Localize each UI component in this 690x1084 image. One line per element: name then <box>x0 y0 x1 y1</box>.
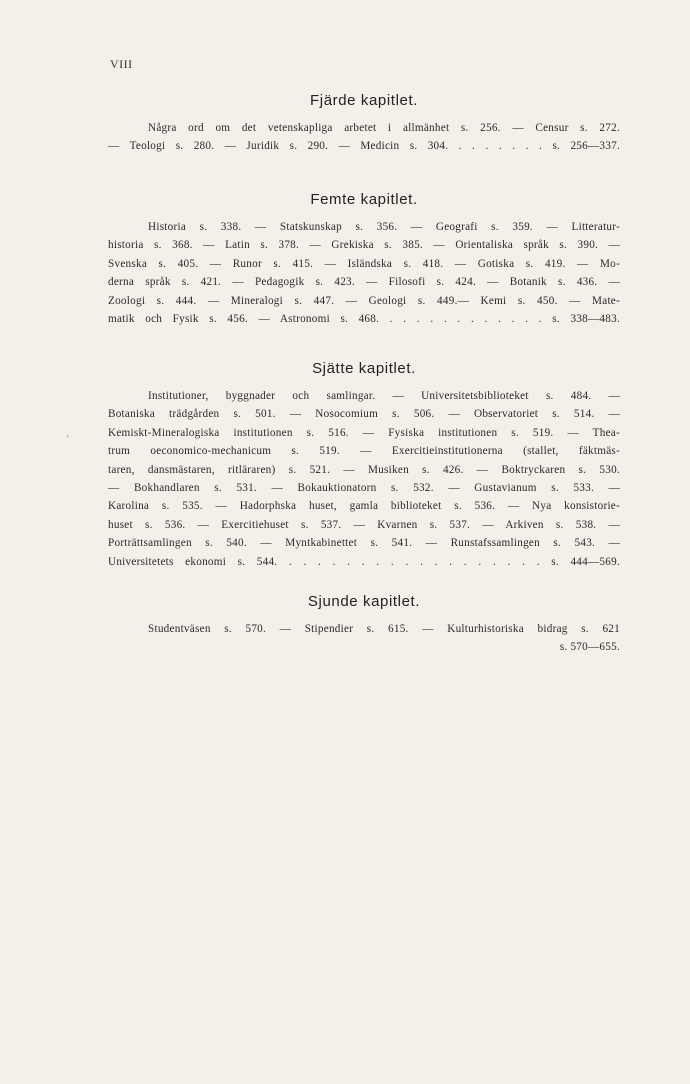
toc-line: matik och Fysik s. 456. — Astronomi s. 468. . . . . . . . . . . . . s. 338—483. <box>108 313 620 326</box>
toc-line: Historia s. 338. — Statskunskap s. 356. — Geografi s. 359. — Litteratur- <box>148 221 620 233</box>
toc-line: Zoologi s. 444. — Mineralogi s. 447. — Geologi s. 449.— Kemi s. 450. — Mate- <box>108 294 620 307</box>
chapter-title: Fjärde kapitlet. <box>310 92 418 109</box>
toc-line: s. 570—655. <box>559 641 620 654</box>
toc-line: Kemiskt-Mineralogiska institutionen s. 516. — Fysiska institutionen s. 519. — Thea- <box>108 426 620 439</box>
chapter-four <box>108 92 620 156</box>
toc-line: historia s. 368. — Latin s. 378. — Grekiska s. 385. — Orientaliska språk s. 390. — <box>108 239 620 252</box>
chapter-six <box>108 360 620 571</box>
toc-line: Några ord om det vetenskapliga arbetet i allmänhet s. 256. — Censur s. 272. <box>148 122 620 134</box>
toc-line: taren, dansmästaren, ritläraren) s. 521. — Musiken s. 426. — Boktryckaren s. 530. <box>108 463 620 476</box>
page-number: VIII <box>110 57 133 71</box>
toc-line: Botaniska trädgården s. 501. — Nosocomium s. 506. — Observatoriet s. 514. — <box>108 408 620 421</box>
toc-line: Studentväsen s. 570. — Stipendier s. 615. — Kulturhistoriska bidrag s. 621 <box>148 623 620 635</box>
toc-line: Karolina s. 535. — Hadorphska huset, gamla biblioteket s. 536. — Nya konsistorie- <box>108 500 620 513</box>
toc-line: huset s. 536. — Exercitiehuset s. 537. — Kvarnen s. 537. — Arkiven s. 538. — <box>108 518 620 531</box>
chapter-seven <box>108 593 620 657</box>
toc-line: derna språk s. 421. — Pedagogik s. 423. — Filosofi s. 424. — Botanik s. 436. — <box>108 276 620 289</box>
chapter-five <box>108 191 620 328</box>
toc-line: — Teologi s. 280. — Juridik s. 290. — Medicin s. 304. . . . . . . . s. 256—337. <box>108 140 620 153</box>
chapter-title: Sjätte kapitlet. <box>312 360 416 377</box>
chapter-title: Sjunde kapitlet. <box>307 593 421 610</box>
toc-line: Universitetets ekonomi s. 544. . . . . . . . . . . . . . . . . . . s. 444—569. <box>108 555 620 568</box>
toc-line: Porträttsamlingen s. 540. — Myntkabinettet s. 541. — Runstafssamlingen s. 543. — <box>108 537 620 550</box>
toc-line: — Bokhandlaren s. 531. — Bokauktionatorn s. 532. — Gustavianum s. 533. — <box>108 482 620 495</box>
toc-line: trum oeconomico-mechanicum s. 519. — Exercitieinstitutionerna (stallet, fäktmäs- <box>108 445 620 458</box>
toc-line: Svenska s. 405. — Runor s. 415. — Isländska s. 418. — Gotiska s. 419. — Mo- <box>108 257 620 270</box>
margin-mark: ʻ <box>66 434 70 445</box>
chapter-title: Femte kapitlet. <box>310 191 418 208</box>
toc-line: Institutioner, byggnader och samlingar. — Universitetsbiblioteket s. 484. — <box>148 390 620 402</box>
